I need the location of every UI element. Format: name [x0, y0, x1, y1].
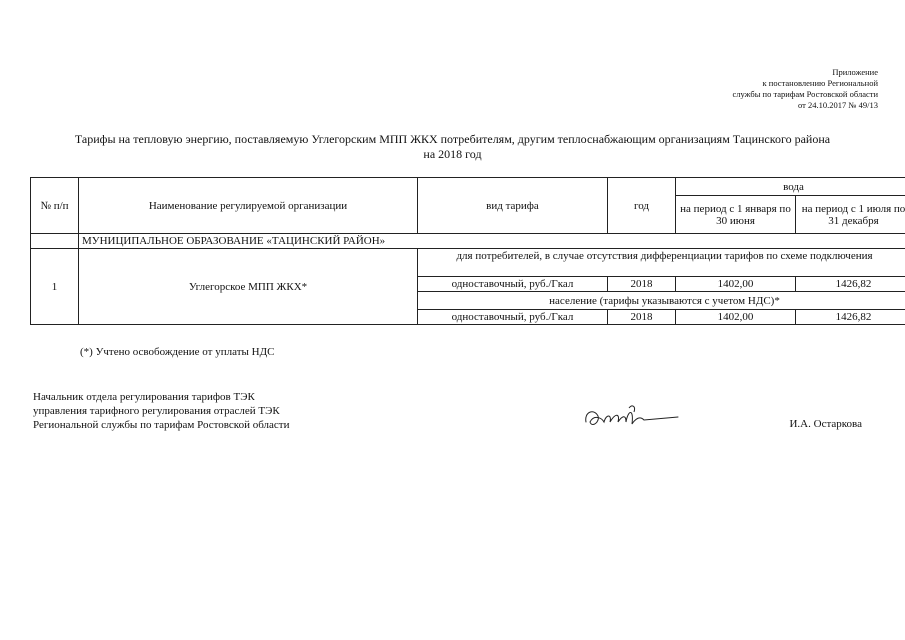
year-cell: 2018	[608, 310, 676, 325]
header-tariff-type: вид тарифа	[418, 178, 608, 234]
tariff-table	[30, 177, 905, 325]
section-consumers: для потребителей, в случае отсутствия дифференциации тарифов по схеме подключения	[418, 249, 905, 277]
title-line: на 2018 год	[423, 147, 482, 161]
document-title	[0, 132, 905, 162]
handwritten-signature	[582, 400, 682, 436]
section-population: население (тарифы указываются с учетом НДС)*	[418, 292, 905, 310]
row-number: 1	[31, 249, 79, 325]
appendix-line: к постановлению Региональной	[762, 78, 878, 88]
appendix-line: службы по тарифам Ростовской области	[732, 89, 878, 99]
value-cell: 1402,00	[676, 310, 796, 325]
value-cell: 1402,00	[676, 277, 796, 292]
header-year: год	[608, 178, 676, 234]
year-cell: 2018	[608, 277, 676, 292]
value-cell: 1426,82	[796, 310, 905, 325]
appendix-header	[732, 67, 878, 111]
municipality-row: МУНИЦИПАЛЬНОЕ ОБРАЗОВАНИЕ «ТАЦИНСКИЙ РАЙОН»	[79, 234, 905, 249]
header-num: № п/п	[31, 178, 79, 234]
signatory-line: Начальник отдела регулирования тарифов ТЭК	[33, 391, 255, 403]
tariff-type-cell: одноставочный, руб./Гкал	[418, 277, 608, 292]
value-cell: 1426,82	[796, 277, 905, 292]
footnote: (*) Учтено освобождение от уплаты НДС	[80, 346, 275, 358]
header-period-1: на период с 1 января по 30 июня	[676, 196, 796, 234]
org-name: Углегорское МПП ЖКХ*	[79, 249, 418, 325]
signatory-line: управления тарифного регулирования отраслей ТЭК	[33, 405, 280, 417]
municipality-spacer	[31, 234, 79, 249]
tariff-type-cell: одноставочный, руб./Гкал	[418, 310, 608, 325]
header-org: Наименование регулируемой организации	[79, 178, 418, 234]
header-period-2: на период с 1 июля по 31 декабря	[796, 196, 905, 234]
title-line: Тарифы на тепловую энергию, поставляемую Углегорским МПП ЖКХ потребителям, другим теплоснабжающим организациям Тацинского района	[74, 132, 831, 146]
signer-name: И.А. Остаркова	[789, 418, 862, 430]
signatory-block	[33, 390, 290, 432]
signatory-line: Региональной службы по тарифам Ростовской области	[33, 419, 290, 431]
appendix-line: Приложение	[832, 67, 878, 77]
header-water: вода	[676, 178, 905, 196]
appendix-line: от 24.10.2017 № 49/13	[798, 100, 878, 110]
